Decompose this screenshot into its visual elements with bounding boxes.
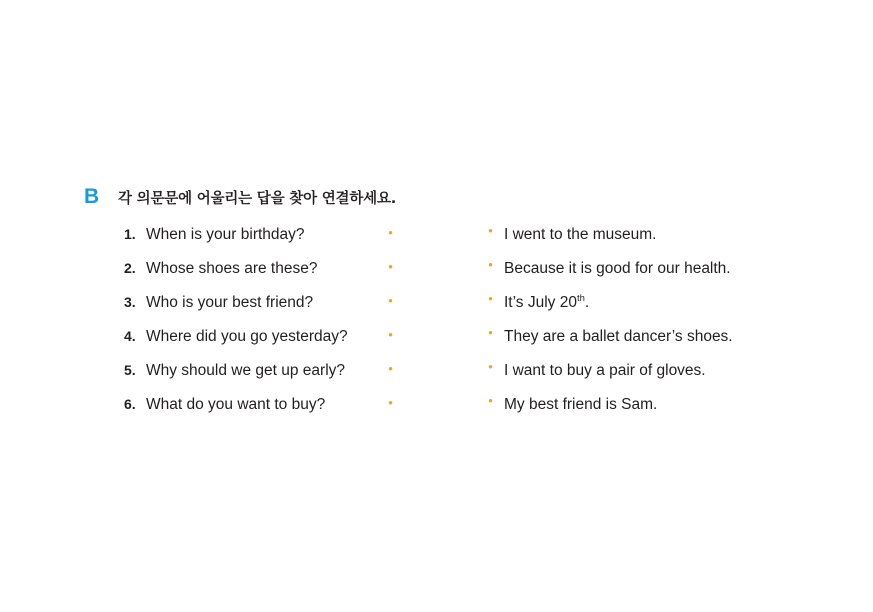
answer-text: They are a ballet dancer’s shoes. xyxy=(504,328,733,345)
answer-item-3 xyxy=(486,291,590,312)
exercise-instruction: 각 의문문에 어울리는 답을 찾아 연결하세요. xyxy=(118,191,397,207)
answer-text: Because it is good for our health. xyxy=(504,260,731,277)
answer-text: I want to buy a pair of gloves. xyxy=(504,362,706,379)
connector-dot-right-icon[interactable]: • xyxy=(488,291,493,306)
matching-row xyxy=(124,325,804,362)
answer-text: I went to the museum. xyxy=(504,226,657,243)
question-number: 5. xyxy=(124,362,136,378)
question-number: 2. xyxy=(124,260,136,276)
connector-dot-left-icon[interactable]: • xyxy=(388,293,393,308)
answer-ordinal-suffix: th xyxy=(576,292,585,304)
question-item-1 xyxy=(124,226,394,244)
question-text: Where did you go yesterday? xyxy=(146,328,348,345)
matching-row xyxy=(124,359,804,396)
question-item-6 xyxy=(124,396,394,414)
answer-item-2 xyxy=(486,257,731,278)
answer-item-6 xyxy=(486,393,658,414)
question-item-2 xyxy=(124,260,394,278)
question-number: 4. xyxy=(124,328,136,344)
connector-dot-left-icon[interactable]: • xyxy=(388,259,393,274)
matching-row xyxy=(124,257,804,294)
connector-dot-left-icon[interactable]: • xyxy=(388,327,393,342)
question-item-4 xyxy=(124,328,394,346)
question-item-5 xyxy=(124,362,394,380)
matching-row xyxy=(124,291,804,328)
question-number: 1. xyxy=(124,226,136,242)
question-text: What do you want to buy? xyxy=(146,396,326,413)
question-number: 3. xyxy=(124,294,136,310)
connector-dot-right-icon[interactable]: • xyxy=(488,359,493,374)
question-text: Who is your best friend? xyxy=(146,294,314,311)
question-text: When is your birthday? xyxy=(146,226,305,243)
answer-text-main: It’s July 20 xyxy=(504,294,577,311)
answer-text-tail: . xyxy=(584,294,590,311)
connector-dot-left-icon[interactable]: • xyxy=(388,225,393,240)
answer-item-4 xyxy=(486,325,733,346)
answer-item-5 xyxy=(486,359,706,380)
connector-dot-left-icon[interactable]: • xyxy=(388,395,393,410)
question-text: Whose shoes are these? xyxy=(146,260,318,277)
exercise-header xyxy=(84,186,804,208)
exercise-letter: B xyxy=(84,185,100,208)
matching-area xyxy=(124,223,804,430)
question-text: Why should we get up early? xyxy=(146,362,346,379)
connector-dot-right-icon[interactable]: • xyxy=(488,325,493,340)
answer-item-1 xyxy=(486,223,657,244)
question-number: 6. xyxy=(124,396,136,412)
answer-text: My best friend is Sam. xyxy=(504,396,658,413)
matching-row xyxy=(124,223,804,260)
answer-text xyxy=(504,294,589,312)
connector-dot-left-icon[interactable]: • xyxy=(388,361,393,376)
matching-row xyxy=(124,393,804,430)
connector-dot-right-icon[interactable]: • xyxy=(488,393,493,408)
exercise-b xyxy=(84,186,804,430)
connector-dot-right-icon[interactable]: • xyxy=(488,257,493,272)
connector-dot-right-icon[interactable]: • xyxy=(488,223,493,238)
question-item-3 xyxy=(124,294,394,312)
